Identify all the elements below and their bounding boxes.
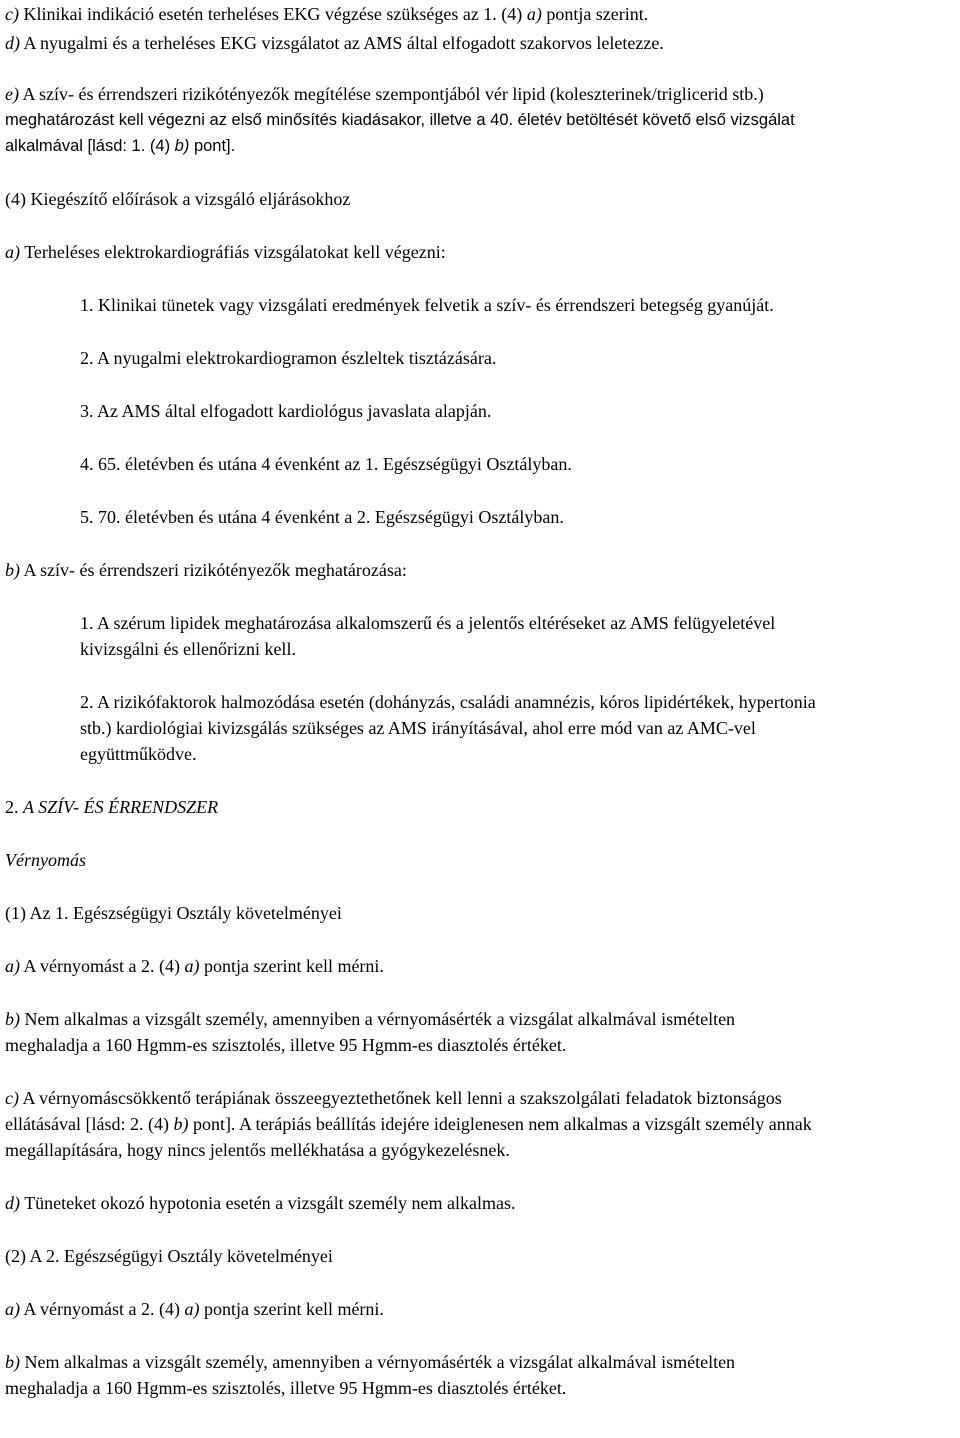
list-item: 4. 65. életévben és utána 4 évenként az 1. Egészségügyi Osztályban. <box>80 454 572 474</box>
paragraph-c: c) Klinikai indikáció esetén terheléses EKG végzése szükséges az 1. (4) a) pontja szerint. <box>5 4 649 24</box>
list-item: 5. 70. életévben és utána 4 évenként a 2. Egészségügyi Osztályban. <box>80 507 564 527</box>
req1-b: b) Nem alkalmas a vizsgált személy, amennyiben a vérnyomásérték a vizsgálat alkalmával ismételten <box>5 1009 736 1029</box>
paragraph-d: d) A nyugalmi és a terheléses EKG vizsgálatot az AMS által elfogadott szakorvos leletezze. <box>5 33 664 53</box>
list-item: 2. A rizikófaktorok halmozódása esetén (dohányzás, családi anamnézis, kóros lipidértékek, hypertonia <box>80 692 816 712</box>
section-4-b: b) A szív- és érrendszeri rizikótényezők meghatározása: <box>5 560 407 580</box>
list-item-cont: együttműködve. <box>80 744 197 764</box>
paragraph-e-line2: meghatározást kell végezni az első minősítés kiadásakor, illetve a 40. életév betöltését követő első vizsgálat <box>5 111 795 129</box>
req2-a: a) A vérnyomást a 2. (4) a) pontja szerint kell mérni. <box>5 1299 384 1319</box>
section-4-a: a) Terheléses elektrokardiográfiás vizsgálatokat kell végezni: <box>5 242 446 262</box>
list-item: 1. Klinikai tünetek vagy vizsgálati eredmények felvetik a szív- és érrendszeri betegség gyanúját. <box>80 295 774 315</box>
section-2-subtitle: Vérnyomás <box>5 850 86 870</box>
req1-c: c) A vérnyomáscsökkentő terápiának összeegyeztethetőnek kell lenni a szakszolgálati feladatok biztonságos <box>5 1088 782 1108</box>
req1-d: d) Tüneteket okozó hypotonia esetén a vizsgált személy nem alkalmas. <box>5 1193 516 1213</box>
req2-heading: (2) A 2. Egészségügyi Osztály követelményei <box>5 1246 333 1266</box>
paragraph-e-line3: alkalmával [lásd: 1. (4) b) pont]. <box>5 137 236 155</box>
req1-b-cont: meghaladja a 160 Hgmm-es szisztolés, illetve 95 Hgmm-es diasztolés értéket. <box>5 1035 567 1055</box>
list-item-cont: kivizsgálni és ellenőrizni kell. <box>80 639 296 659</box>
list-item: 2. A nyugalmi elektrokardiogramon észleltek tisztázására. <box>80 348 497 368</box>
req1-a: a) A vérnyomást a 2. (4) a) pontja szerint kell mérni. <box>5 956 384 976</box>
paragraph-e: e) A szív- és érrendszeri rizikótényezők megítélése szempontjából vér lipid (koleszterinek/triglicerid stb.) <box>5 84 764 104</box>
document-page <box>5 0 960 1401</box>
req1-c-cont2: megállapítására, hogy nincs jelentős mellékhatása a gyógykezelésnek. <box>5 1140 510 1160</box>
list-item-cont: stb.) kardiológiai kivizsgálás szükséges az AMS irányításával, ahol erre mód van az AMC-vel <box>80 718 756 738</box>
section-2-title: 2. A SZÍV- ÉS ÉRRENDSZER <box>5 797 219 817</box>
req2-b-cont: meghaladja a 160 Hgmm-es szisztolés, illetve 95 Hgmm-es diasztolés értéket. <box>5 1378 567 1398</box>
section-4-heading: (4) Kiegészítő előírások a vizsgáló eljárásokhoz <box>5 189 351 209</box>
req2-b: b) Nem alkalmas a vizsgált személy, amennyiben a vérnyomásérték a vizsgálat alkalmával ismételten <box>5 1352 736 1372</box>
req1-c-cont: ellátásával [lásd: 2. (4) b) pont]. A terápiás beállítás idejére ideiglenesen nem alkalmas a vizsgált személy annak <box>5 1114 812 1134</box>
list-item: 1. A szérum lipidek meghatározása alkalomszerű és a jelentős eltéréseket az AMS felügyeletével <box>80 613 776 633</box>
req1-heading: (1) Az 1. Egészségügyi Osztály követelményei <box>5 903 342 923</box>
list-item: 3. Az AMS által elfogadott kardiológus javaslata alapján. <box>80 401 492 421</box>
